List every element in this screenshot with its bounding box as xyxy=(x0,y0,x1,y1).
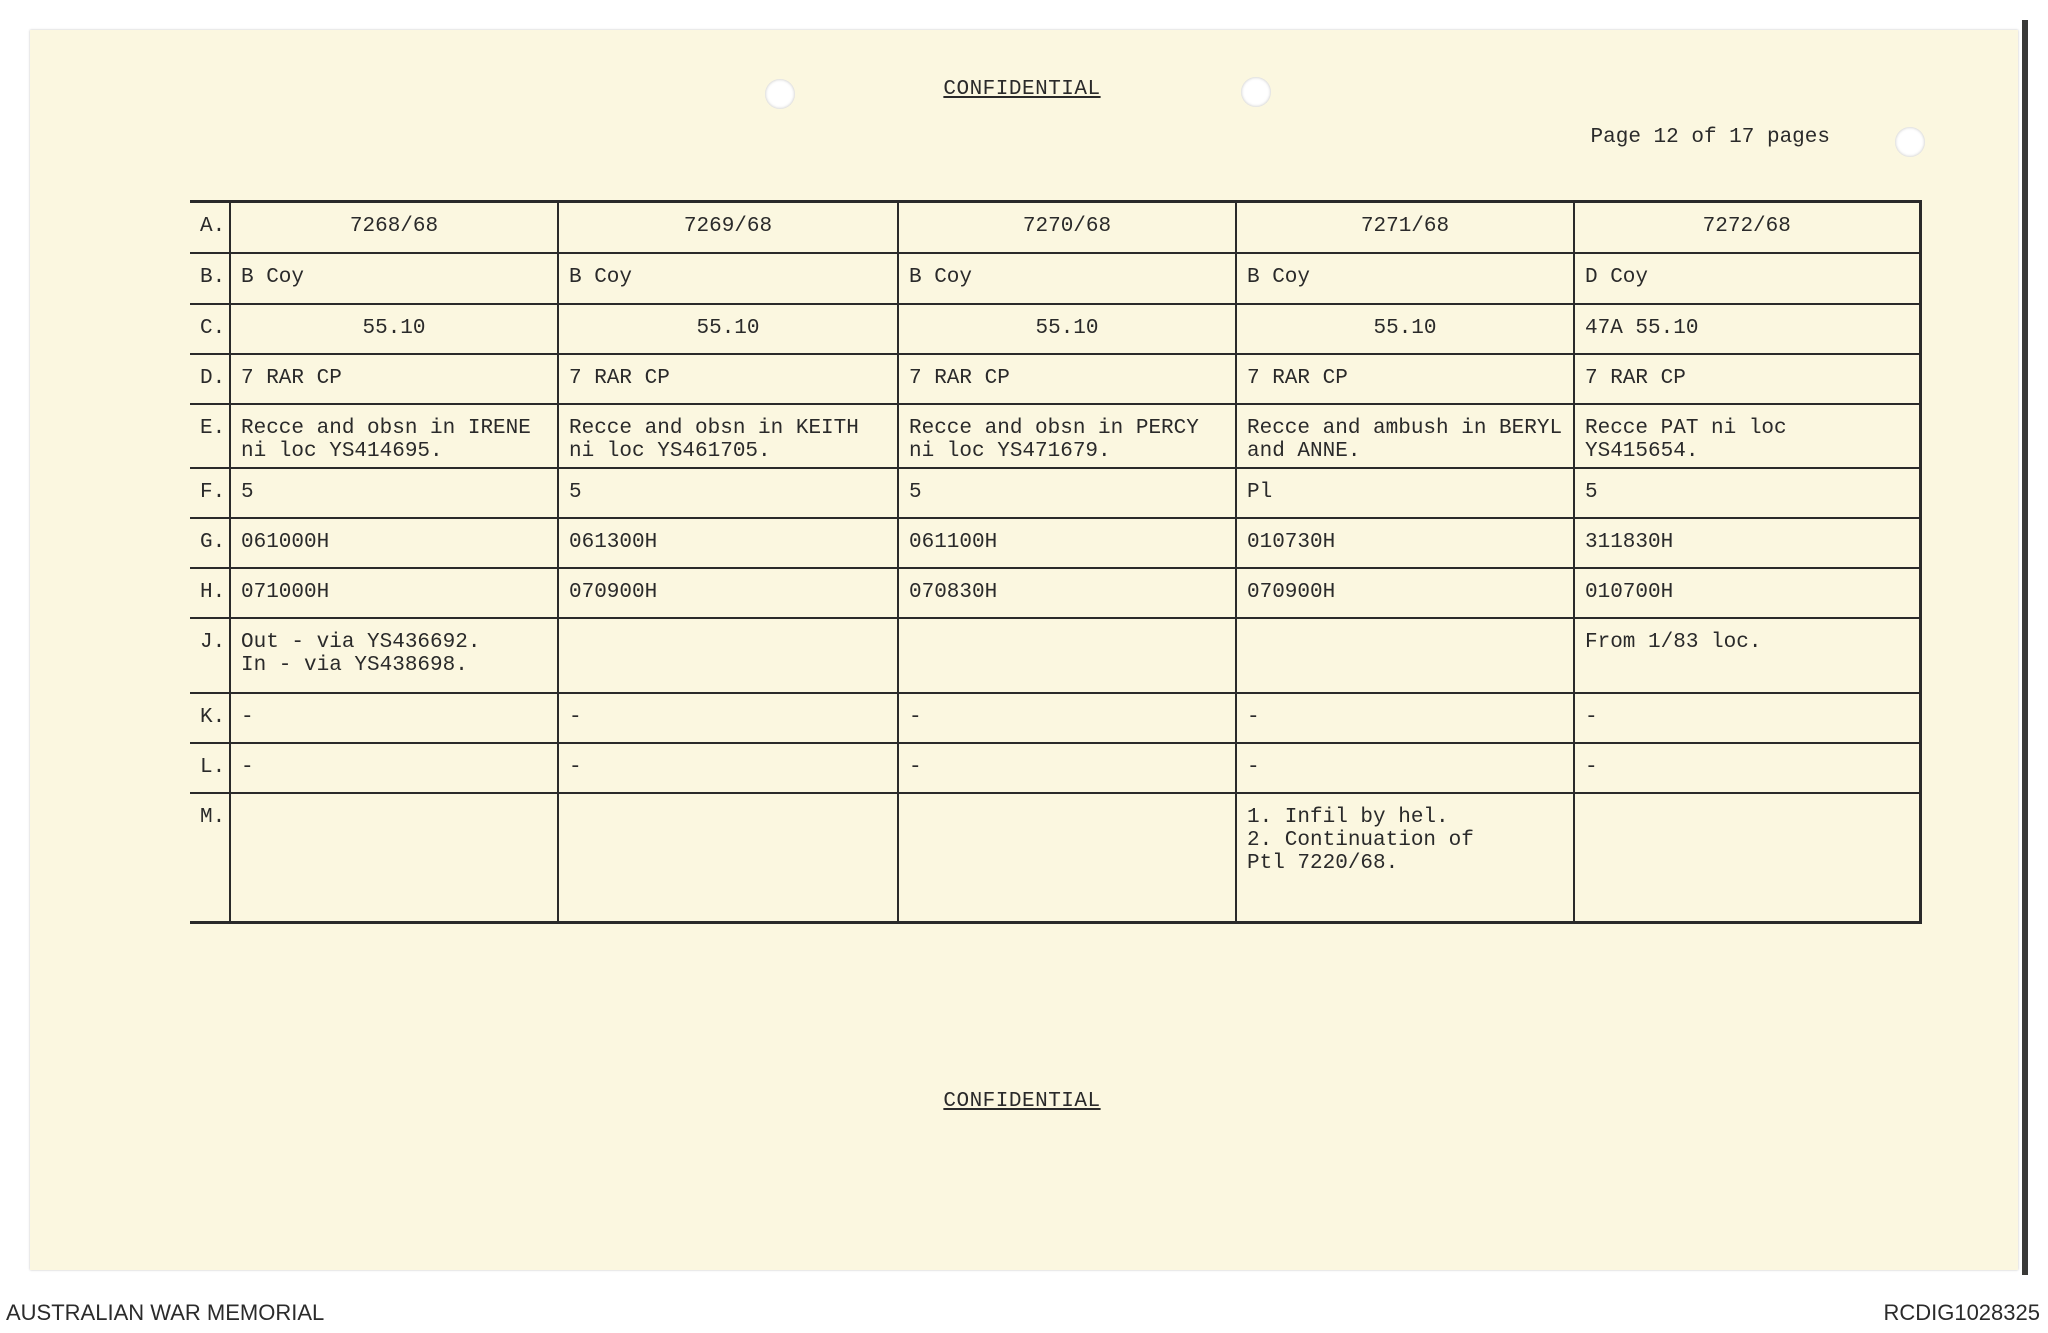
row-label: H. xyxy=(190,568,230,618)
table-cell: 061300H xyxy=(558,518,898,568)
table-cell: Recce PAT ni loc YS415654. xyxy=(1574,404,1920,468)
table-row xyxy=(190,202,1920,253)
page-edge-shadow xyxy=(2022,20,2028,1275)
table-cell: 061000H xyxy=(230,518,558,568)
table-cell: 7269/68 xyxy=(558,202,898,253)
row-label: B. xyxy=(190,253,230,304)
punch-hole xyxy=(1241,77,1271,107)
table-cell: B Coy xyxy=(230,253,558,304)
table-cell: 55.10 xyxy=(898,304,1236,354)
table-cell: 071000H xyxy=(230,568,558,618)
punch-hole xyxy=(1895,127,1925,157)
table-cell: - xyxy=(898,743,1236,793)
table-row xyxy=(190,743,1920,793)
table-cell: 7270/68 xyxy=(898,202,1236,253)
page-number: Page 12 of 17 pages xyxy=(1590,126,1830,149)
table-row xyxy=(190,693,1920,743)
table-cell: 7 RAR CP xyxy=(230,354,558,404)
table-row xyxy=(190,568,1920,618)
table-cell: Recce and obsn in PERCY ni loc YS471679. xyxy=(898,404,1236,468)
table-cell: - xyxy=(558,693,898,743)
row-label: K. xyxy=(190,693,230,743)
table-cell: 7268/68 xyxy=(230,202,558,253)
table-cell: - xyxy=(1574,693,1920,743)
table-cell: 47A 55.10 xyxy=(1574,304,1920,354)
table-cell: - xyxy=(1236,743,1574,793)
table-cell: 061100H xyxy=(898,518,1236,568)
table-cell: Recce and obsn in KEITH ni loc YS461705. xyxy=(558,404,898,468)
table-cell: B Coy xyxy=(898,253,1236,304)
table-cell: - xyxy=(230,743,558,793)
table-cell: Recce and ambush in BERYL and ANNE. xyxy=(1236,404,1574,468)
table-cell: - xyxy=(230,693,558,743)
table-cell: 7272/68 xyxy=(1574,202,1920,253)
row-label: D. xyxy=(190,354,230,404)
table-cell: - xyxy=(898,693,1236,743)
table-cell: 7 RAR CP xyxy=(1574,354,1920,404)
table-row xyxy=(190,793,1920,923)
table-cell: 311830H xyxy=(1574,518,1920,568)
patrol-table xyxy=(190,200,1922,924)
table-cell: 7 RAR CP xyxy=(558,354,898,404)
row-label: A. xyxy=(190,202,230,253)
table-row xyxy=(190,404,1920,468)
table-cell: B Coy xyxy=(1236,253,1574,304)
table-cell: 5 xyxy=(230,468,558,518)
table-cell: 55.10 xyxy=(558,304,898,354)
table-cell: Out - via YS436692. In - via YS438698. xyxy=(230,618,558,693)
row-label: G. xyxy=(190,518,230,568)
table-row xyxy=(190,253,1920,304)
table-cell: 5 xyxy=(1574,468,1920,518)
table-cell: D Coy xyxy=(1574,253,1920,304)
table-cell: 55.10 xyxy=(1236,304,1574,354)
table-cell: 7 RAR CP xyxy=(898,354,1236,404)
table-row xyxy=(190,518,1920,568)
table-cell: From 1/83 loc. xyxy=(1574,618,1920,693)
table-cell xyxy=(558,618,898,693)
table-cell xyxy=(898,618,1236,693)
table-cell xyxy=(230,793,558,923)
row-label: M. xyxy=(190,793,230,923)
table-cell: 010730H xyxy=(1236,518,1574,568)
table-cell: 5 xyxy=(898,468,1236,518)
table-row xyxy=(190,354,1920,404)
archive-reference: RCDIG1028325 xyxy=(1883,1300,2040,1325)
table-cell: 7 RAR CP xyxy=(1236,354,1574,404)
table-cell: Recce and obsn in IRENE ni loc YS414695. xyxy=(230,404,558,468)
table-cell xyxy=(898,793,1236,923)
table-cell: 1. Infil by hel. 2. Continuation of Ptl 7220/68. xyxy=(1236,793,1574,923)
row-label: L. xyxy=(190,743,230,793)
table-cell: 070900H xyxy=(558,568,898,618)
table-cell: 55.10 xyxy=(230,304,558,354)
classification-footer: CONFIDENTIAL xyxy=(943,1090,1101,1113)
table-row xyxy=(190,304,1920,354)
table-cell: 070900H xyxy=(1236,568,1574,618)
row-label: E. xyxy=(190,404,230,468)
table-cell: - xyxy=(558,743,898,793)
table-cell xyxy=(1574,793,1920,923)
classification-header: CONFIDENTIAL xyxy=(943,78,1101,101)
row-label: F. xyxy=(190,468,230,518)
table-cell: - xyxy=(1236,693,1574,743)
table-cell: 5 xyxy=(558,468,898,518)
table-row xyxy=(190,468,1920,518)
table-cell: Pl xyxy=(1236,468,1574,518)
table-cell: 010700H xyxy=(1574,568,1920,618)
table-cell: - xyxy=(1574,743,1920,793)
table-cell: 070830H xyxy=(898,568,1236,618)
table-cell: B Coy xyxy=(558,253,898,304)
row-label: J. xyxy=(190,618,230,693)
table-cell: 7271/68 xyxy=(1236,202,1574,253)
punch-hole xyxy=(765,79,795,109)
row-label: C. xyxy=(190,304,230,354)
archive-institution: AUSTRALIAN WAR MEMORIAL xyxy=(6,1300,325,1325)
table-cell xyxy=(1236,618,1574,693)
table-cell xyxy=(558,793,898,923)
table-row xyxy=(190,618,1920,693)
